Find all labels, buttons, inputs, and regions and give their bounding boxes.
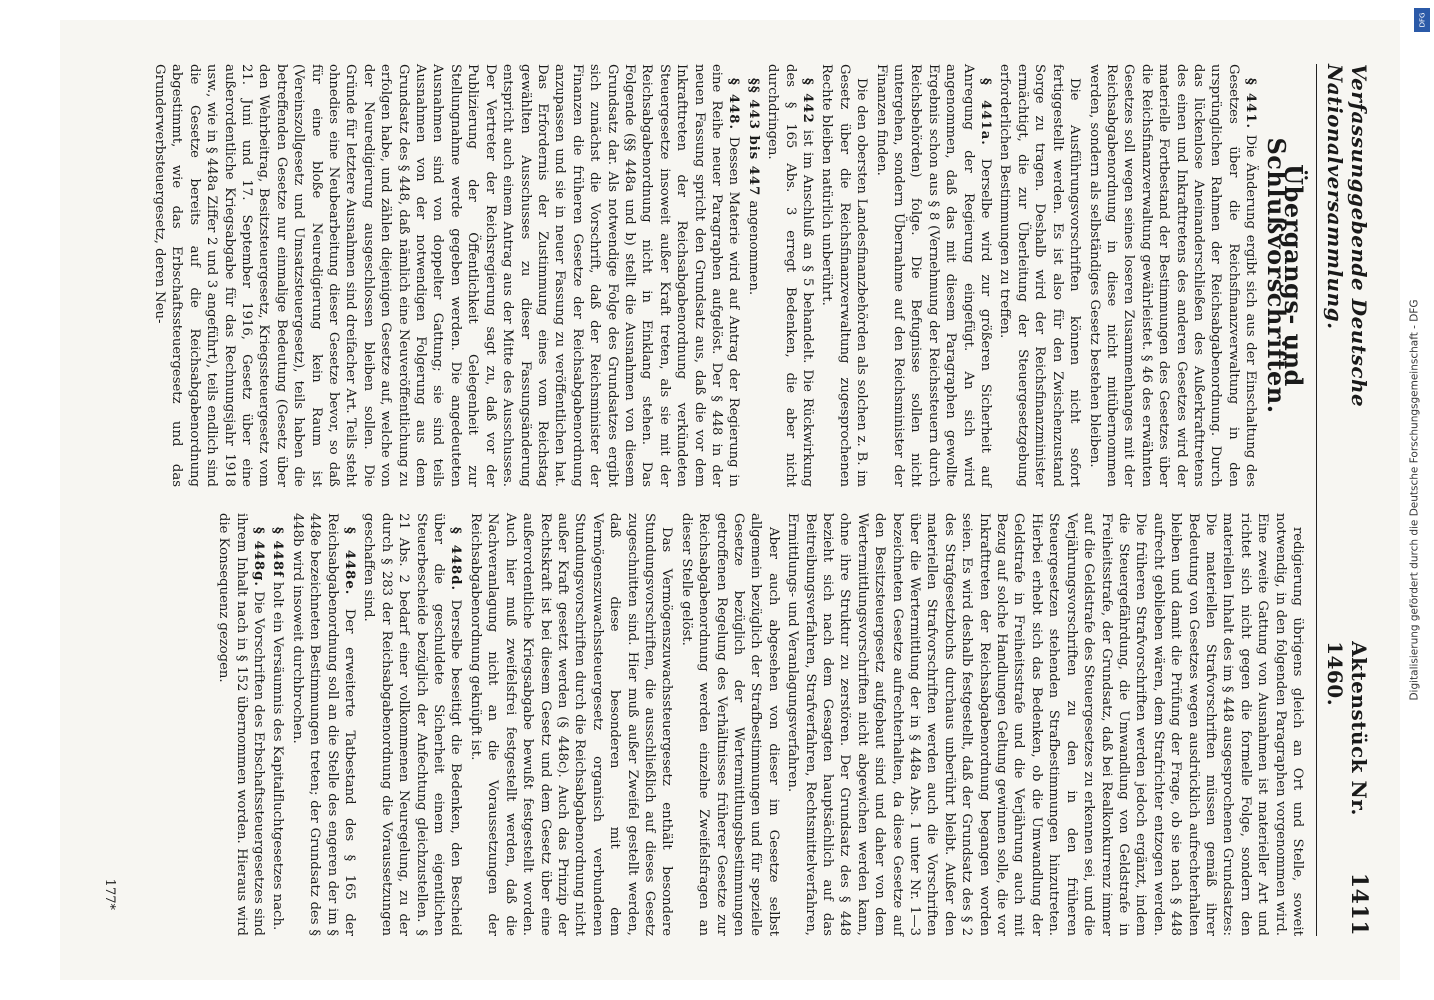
paragraph-number: § 448g. (251, 527, 267, 587)
paragraph-number: § 441a. (978, 78, 994, 146)
paragraph-text: Dessen Materie wird auf Antrag der Regierung in eine Reihe neuer Paragraphen aufgelöst. Der § 448 in der neuen Fassung spricht den Grundsatz aus, daß die vor dem Inkrafttreten der Reichsabgabenordnung verkündeten Steuergesetze insoweit außer Kraft treten, als sie mit der Reichsabgabenordnung nicht in Einklang stehen. Das Folgende (§§ 448a und b) stellt die Ausnahmen von diesem Grundsatz dar. Als notwendige Folge des Grundsatzes ergibt sich zunächst die Vorschrift, daß der Reichsminister der Finanzen die früheren Gesetze der Reichsabgabenordnung anzupassen und sie in neuer Fassung zu veröffentlichen hat. Das Erfordernis der Zustimmung eines vom Reichstag gewählten Ausschusses zu dieser Fassungsänderung entspricht auch einem Antrag aus der Mitte des Ausschusses. Der Vertreter der Reichsregierung sagt zu, daß vor der Publizierung der Öffentlichkeit Gelegenheit zur Stellungnahme werde gegeben werden. Die angedeuteten Ausnahmen sind von doppelter Gattung; sie sind teils Ausnahmen von der notwendigen Folgerung aus dem Grundsatz des § 448, daß nämlich eine Neuveröffentlichung zu erfolgen habe, und zählen diejenigen Gesetze auf, welche von der Neuredigierung ausgeschlossen bleiben sollen. Die Gründe für letztere Ausnahmen sind dreifacher Art. Teils steht ohnedies eine Neubearbeitung dieser Gesetze bevor, so daß für eine bloße Neuredigierung kein Raum ist (Vereinszollgesetz und Umsatzsteuergesetz), teils haben die betreffenden Gesetze nur einmalige Bedeutung (Gesetz über den Wehrbeitrag, Besitzsteuergesetz, Kriegssteuergesetz vom 21. Juni und 17. September 1916, Gesetz über eine außerordentliche Kriegsabgabe für das Rechnungsjahr 1918 usw., wie in § 448a Ziffer 2 und 3 angeführt), teils endlich sind die Gesetze bereits auf die Reichsabgabenordnung abgestimmt, wie das Erbschaftssteuergesetz und das Grunderwerbsteuergesetz, deren Neu- (152, 64, 742, 487)
scanned-page (60, 20, 1400, 980)
paragraph-text: Die den obersten Landesfinanzbehörden als solchen z. B. im Gesetz über die Reichsfinanzverwaltung zugesprochenen Rechte bleiben natürlich unberührt. (819, 64, 870, 487)
right-column (149, 513, 1306, 936)
dfg-logo (1414, 8, 1430, 32)
paragraph-text: angenommen. (745, 200, 761, 296)
document-page (90, 30, 1390, 970)
paragraph-number: § 448d. (448, 527, 464, 592)
paragraph-number: §§ 443 bis 447 (745, 78, 761, 197)
paragraph-text: ist im Anschluß an § 5 behandelt. Die Rückwirkung des § 165 Abs. 3 erregt Bedenken, die aber nicht durchdringen. (765, 64, 816, 487)
paragraph-number: § 448f (270, 527, 286, 578)
section-title: Übergangs- und Schlußvorschriften. (1261, 137, 1308, 414)
digitization-note (1406, 10, 1424, 990)
paragraph-text: redigierung übrigens gleich an Ort und Stelle, soweit notwendig, in den folgenden Paragraphen vorgenommen wird. Eine zweite Gattung von Ausnahmen ist materieller Art und richtet sich nicht gegen die formelle Folge, sondern den materiellen Inhalt des im § 448 ausgesprochenen Grundsatzes: Die materiellen Strafvorschriften müssen gemäß ihrer Bedeutung von Gesetzes wegen ausdrücklich aufrechterhalten bleiben und damit die Prüfung der Frage, ob sie nach § 448 aufrecht geblieben wären, dem Strafrichter entzogen werden. Die früheren Strafvorschriften werden jedoch ergänzt, indem die Steuergefährdung, die Umwandlung von Geldstrafe in Freiheitsstrafe, der Grundsatz, daß bei Realkonkurrenz immer auf die Geldstrafe des Steuergesetzes zu erkennen sei, und die Verjährungsvorschriften zu den in den früheren Steuergesetzen stehenden Strafbestimmungen hinzutreten. Hierbei erhebt sich das Bedenken, ob die Umwandlung der Geldstrafe in Freiheitsstrafe und die Verjährung auch mit Bezug auf solche Handlungen Geltung gewinnen solle, die vor Inkrafttreten der Reichsabgabenordnung begangen worden seien. Es wird deshalb festgestellt, daß der Grundsatz des § 2 des Strafgesetzbuchs durchaus unberührt bleibt. Außer den materiellen Strafvorschriften werden auch die Vorschriften über die Wertermittlung der in § 448a Abs. 1 unter Nr. 1—3 bezeichneten Gesetze aufrechterhalten, da diese Gesetze auf den Besitzsteuergesetz aufgebaut sind und daher von dem Wertermittlungsvorschriften nicht abgewichen werden kann, ohne ihre Struktur zu zerstören. Der Grundsatz des § 448 bezieht sich nach dem Gesagten hauptsächlich auf das Beitreibungsverfahren, Strafverfahren, Rechtsmittelverfahren, Ermittlungs- und Veranlagungsverfahren. (785, 513, 1305, 936)
paragraph-text: holt ein Versäumnis des Kapitalfluchtgesetzes nach. (270, 581, 286, 931)
paragraph-text: Die Änderung ergibt sich aus der Einschaltung des Gesetzes über die Reichsfinanzverwaltung in den ursprünglichen Rahmen der Reichsabgabenordnung. Durch das lückenlose Aneinanderschließen des Außerkrafttretens des einen und Inkrafttretens des anderen Gesetzes wird der materielle Fortbestand der Bestimmungen des Gesetzes über die Reichsfinanzverwaltung gewährleistet. § 46 des erwähnten Gesetzes soll wegen seines loseren Zusammenhanges mit der Reichsabgabenordnung in diese nicht mitübernommen werden, sondern als selbständiges Gesetz bestehen bleiben. (1086, 64, 1259, 487)
paragraph-text: Derselbe wird zur größeren Sicherheit auf Anregung der Regierung eingefügt. An sich wird angenommen, daß das mit diesem Paragraphen gewollte Ergebnis schon aus § 8 (Vernehmung der Reichssteuern durch Reichsbehörden) folge. Die Befugnisse sollen nicht untergehen, sondern Übernahme auf den Reichsminister der Finanzen finden. (873, 64, 994, 487)
paragraph-text: Der erweiterte Tatbestand des § 165 der Reichsabgabenordnung soll an die Stelle des engeren der im § 448e bezeichneten Bestimmungen treten; der Grundsatz des § 448b wird insoweit durchbrochen. (289, 513, 358, 937)
header-document-number: Aktenstück Nr. 1460. (1323, 641, 1371, 816)
digitization-note-text: Digitalisierung gefördert durch die Deutsche Forschungsgemeinschaft - DFG (1409, 299, 1422, 701)
paragraph (677, 513, 781, 936)
page-number: 1411 (1346, 872, 1372, 936)
paragraph (818, 64, 870, 487)
paragraph-text: Die Vorschriften des Erbschaftssteuergesetzes sind ihrem Inhalt nach in § 152 übernommen worden. Hieraus wird die Konsequenz gezogen. (216, 513, 267, 936)
header-title: Verfassunggebende Deutsche Nationalversammlung. (1323, 64, 1371, 408)
paragraph-number: § 448e. (342, 527, 358, 596)
paragraph-number: § 442 (800, 78, 816, 124)
paragraph-text: Die Ausführungsvorschriften können nicht sofort fertiggestellt werden. Es ist also für den Zwischenzustand Sorge zu tragen. Deshalb wird der Reichsfinanzminister ermächtigt, die zur Überleitung der Steuergesetzgebung erforderlichen Bestimmungen zu treffen. (997, 64, 1083, 487)
paragraph (215, 513, 267, 936)
paragraph (764, 64, 816, 487)
paragraph (151, 64, 743, 487)
text-columns (149, 64, 1306, 936)
paragraph (996, 64, 1083, 487)
paragraph (872, 64, 994, 487)
paragraph (360, 513, 464, 936)
paragraph-number: § 441. (1243, 78, 1259, 130)
dfg-logo-text: DFG (1418, 12, 1426, 28)
page-header (1316, 64, 1372, 936)
paragraph (269, 513, 286, 936)
paragraph-text: Derselbe beseitigt die Bedenken, den Bescheid über die geschuldete Sicherheit einem eigentlichen Steuerbescheide bezüglich der Anfechtung gleichzustellen. § 21 Abs. 2 bedarf einer vollkommenen Neuregelung, zu der durch § 283 der Reichsabgabenordnung die Voraussetzungen geschaffen sind. (361, 513, 464, 936)
paragraph (288, 513, 358, 936)
left-column (149, 64, 1306, 487)
paragraph-text: Das Vermögenszuwachssteuergesetz enthält besondere Stundungsvorschriften, die ausschließlich auf dieses Gesetz zugeschnitten sind. Hier muß außer Zweifel gestellt werden, daß diese besonderen mit dem Vermögenszuwachssteuergesetz organisch verbundenen Stundungsvorschriften durch die Reichsabgabenordnung nicht außer Kraft gesetzt werden (§ 448c). Auch das Prinzip der Rechtskraft ist bei diesem Gesetz und dem Gesetz über eine außerordentliche Kriegsabgabe bewußt festgestellt worden. Auch hier muß zweifelsfrei festgestellt werden, daß die Nachveranlagung nicht an die Voraussetzungen der Reichsabgabenordnung geknüpft ist. (467, 513, 675, 936)
paragraph (784, 513, 1306, 936)
paragraph (467, 513, 676, 936)
paragraph-text: Aber auch abgesehen von dieser im Gesetze selbst allgemein bezüglich der Strafbestimmungen und für spezielle Gesetze bezüglich der Wertermittlungsbestimmungen getroffenen Regelung des Verhältnisses früherer Gesetze zur Reichsabgabenordnung werden einzelne Zweifelsfragen an dieser Stelle gelöst. (678, 513, 781, 936)
paragraph (744, 64, 761, 487)
signature-mark: 177* (102, 878, 117, 910)
paragraph (1085, 64, 1259, 487)
paragraph-number: § 448. (726, 78, 742, 131)
